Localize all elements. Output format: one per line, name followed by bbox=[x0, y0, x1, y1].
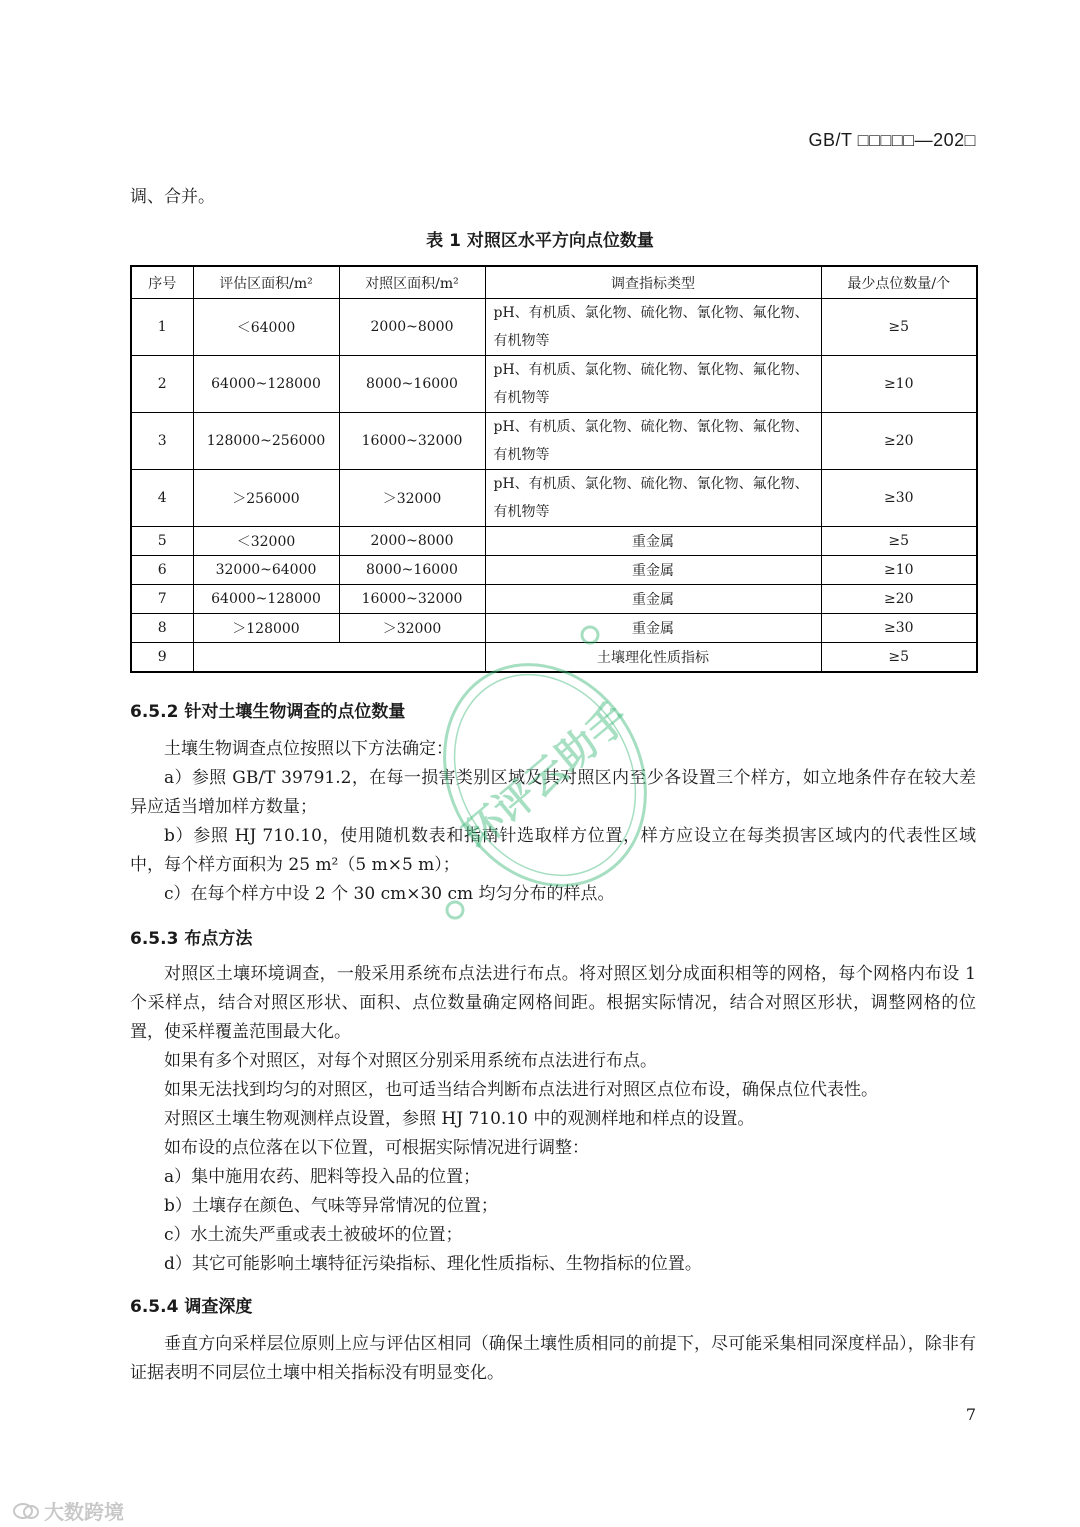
section-heading-6-5-3: 6.5.3 布点方法 bbox=[130, 929, 253, 949]
paragraph: 垂直方向采样层位原则上应与评估区相同（确保土壤性质相同的前提下，尽可能采集相同深度样品），除非有证据表明不同层位土壤中相关指标没有明显变化。 bbox=[130, 1334, 976, 1383]
footer-watermark bbox=[12, 1496, 124, 1525]
section-body-6-5-4 bbox=[130, 1330, 976, 1388]
table-row bbox=[131, 299, 977, 356]
table-row bbox=[131, 556, 977, 585]
cell-min-points: ≥5 bbox=[821, 299, 977, 356]
cell-min-points: ≥5 bbox=[821, 527, 977, 556]
cell-type: pH、有机质、氯化物、硫化物、氰化物、氟化物、有机物等 bbox=[485, 470, 821, 527]
cell-type: 重金属 bbox=[485, 556, 821, 585]
list-item: a）集中施用农药、肥料等投入品的位置； bbox=[164, 1167, 481, 1187]
cell-eval-area: 32000~64000 bbox=[193, 556, 339, 585]
cell-min-points: ≥30 bbox=[821, 614, 977, 643]
continuation-text: 调、合并。 bbox=[130, 187, 215, 207]
page-number: 7 bbox=[965, 1405, 976, 1424]
cell-ref-area: 2000~8000 bbox=[339, 527, 485, 556]
paragraph: 对照区土壤生物观测样点设置，参照 HJ 710.10 中的观测样地和样点的设置。 bbox=[164, 1109, 755, 1129]
section-body-6-5-3 bbox=[130, 960, 976, 1279]
cell-no: 9 bbox=[131, 643, 193, 673]
cell-min-points: ≥5 bbox=[821, 643, 977, 673]
cell-min-points: ≥10 bbox=[821, 356, 977, 413]
cell-ref-area: 16000~32000 bbox=[339, 413, 485, 470]
paragraph: 如果无法找到均匀的对照区，也可适当结合判断布点法进行对照区点位布设，确保点位代表性。 bbox=[164, 1080, 878, 1100]
table-row bbox=[131, 643, 977, 673]
cell-no: 3 bbox=[131, 413, 193, 470]
cell-no: 2 bbox=[131, 356, 193, 413]
list-item: d）其它可能影响土壤特征污染指标、理化性质指标、生物指标的位置。 bbox=[164, 1254, 702, 1274]
cell-no: 5 bbox=[131, 527, 193, 556]
cell-eval-area: ＞256000 bbox=[193, 470, 339, 527]
list-item: b）土壤存在颜色、气味等异常情况的位置； bbox=[164, 1196, 498, 1216]
cell-eval-area: ＞128000 bbox=[193, 614, 339, 643]
col-header-ref-area: 对照区面积/m² bbox=[339, 266, 485, 299]
table-row bbox=[131, 413, 977, 470]
section-body-6-5-2 bbox=[130, 735, 976, 909]
col-header-type: 调查指标类型 bbox=[485, 266, 821, 299]
col-header-min-points: 最少点位数量/个 bbox=[821, 266, 977, 299]
cell-type: pH、有机质、氯化物、硫化物、氰化物、氟化物、有机物等 bbox=[485, 299, 821, 356]
cell-no: 6 bbox=[131, 556, 193, 585]
cell-eval-area: ＜64000 bbox=[193, 299, 339, 356]
paragraph: 如果有多个对照区，对每个对照区分别采用系统布点法进行布点。 bbox=[164, 1051, 657, 1071]
cell-ref-area: 8000~16000 bbox=[339, 556, 485, 585]
col-header-no: 序号 bbox=[131, 266, 193, 299]
cell-eval-area: ＜32000 bbox=[193, 527, 339, 556]
cell-min-points: ≥20 bbox=[821, 585, 977, 614]
cell-min-points: ≥10 bbox=[821, 556, 977, 585]
cell-min-points: ≥30 bbox=[821, 470, 977, 527]
paragraph: c）在每个样方中设 2 个 30 cm×30 cm 均匀分布的样点。 bbox=[164, 884, 615, 904]
cell-no: 7 bbox=[131, 585, 193, 614]
paragraph: a）参照 GB/T 39791.2，在每一损害类别区域及其对照区内至少各设置三个样方，如立地条件存在较大差异应适当增加样方数量； bbox=[130, 768, 976, 817]
cell-no: 1 bbox=[131, 299, 193, 356]
table-row bbox=[131, 356, 977, 413]
table-header-row bbox=[131, 266, 977, 299]
paragraph: 土壤生物调查点位按照以下方法确定： bbox=[164, 739, 453, 759]
cell-ref-area: 16000~32000 bbox=[339, 585, 485, 614]
cell-eval-area: 64000~128000 bbox=[193, 356, 339, 413]
cell-type: 重金属 bbox=[485, 614, 821, 643]
col-header-eval-area: 评估区面积/m² bbox=[193, 266, 339, 299]
section-heading-6-5-2: 6.5.2 针对土壤生物调查的点位数量 bbox=[130, 702, 406, 722]
cell-type: 重金属 bbox=[485, 527, 821, 556]
cell-type: pH、有机质、氯化物、硫化物、氰化物、氟化物、有机物等 bbox=[485, 413, 821, 470]
cell-ref-area: 2000~8000 bbox=[339, 299, 485, 356]
cell-eval-area: 128000~256000 bbox=[193, 413, 339, 470]
cell-ref-area: ＞32000 bbox=[339, 614, 485, 643]
cell-ref-area: 8000~16000 bbox=[339, 356, 485, 413]
cell-ref-area: ＞32000 bbox=[339, 470, 485, 527]
cell-type: 重金属 bbox=[485, 585, 821, 614]
cell-type: 土壤理化性质指标 bbox=[485, 643, 821, 673]
paragraph: 对照区土壤环境调查，一般采用系统布点法进行布点。将对照区划分成面积相等的网格，每个网格内布设 1 个采样点，结合对照区形状、面积、点位数量确定网格间距。根据实际情况，结合对照区形状，调整网格的位置，使采样覆盖范围最大化。 bbox=[130, 964, 976, 1042]
cell-no: 4 bbox=[131, 470, 193, 527]
table-title: 表 1 对照区水平方向点位数量 bbox=[426, 231, 654, 251]
paragraph: 如布设的点位落在以下位置，可根据实际情况进行调整： bbox=[164, 1138, 589, 1158]
table-row bbox=[131, 470, 977, 527]
footer-watermark-text: 大数跨境 bbox=[44, 1500, 124, 1524]
cell-no: 8 bbox=[131, 614, 193, 643]
points-table bbox=[130, 265, 978, 673]
paragraph: b）参照 HJ 710.10，使用随机数表和指南针选取样方位置，样方应设立在每类损害区域内的代表性区域中，每个样方面积为 25 m²（5 m×5 m）； bbox=[130, 826, 976, 875]
cell-area-merged bbox=[193, 643, 485, 673]
table-row bbox=[131, 614, 977, 643]
cell-min-points: ≥20 bbox=[821, 413, 977, 470]
table-row bbox=[131, 585, 977, 614]
watermark-stamp-text: 环评云助手 bbox=[454, 694, 638, 859]
list-item: c）水土流失严重或表土被破坏的位置； bbox=[164, 1225, 463, 1245]
cell-eval-area: 64000~128000 bbox=[193, 585, 339, 614]
cell-type: pH、有机质、氯化物、硫化物、氰化物、氟化物、有机物等 bbox=[485, 356, 821, 413]
section-heading-6-5-4: 6.5.4 调查深度 bbox=[130, 1297, 253, 1317]
table-row bbox=[131, 527, 977, 556]
standard-code: GB/T □□□□□—202□ bbox=[808, 130, 976, 150]
chat-bubble-icon bbox=[12, 1501, 40, 1521]
